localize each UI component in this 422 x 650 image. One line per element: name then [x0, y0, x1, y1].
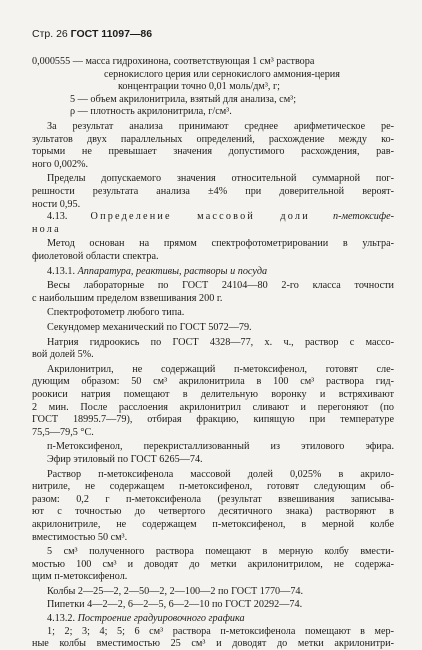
- paragraph-line: зультатов двух параллельных определений, расхождение между ко-: [32, 133, 394, 145]
- paragraph-line: фиолетовой области спектра.: [32, 251, 159, 262]
- paragraph-line: Пределы допускаемого значения относительной суммарной пог-: [47, 173, 394, 185]
- section-number: 4.13.1.: [47, 265, 76, 277]
- paragraph-line: Метод основан на прямом спектрофотометрировании в ультра-: [47, 238, 394, 250]
- section-number: 4.13.: [47, 211, 68, 223]
- paragraph-line: За результат анализа принимают среднее арифметическое ре-: [47, 121, 394, 132]
- paragraph-line: нитриле, не содержащем п-метоксифенол, готовят следующим об-: [32, 481, 394, 493]
- page-number: Стр. 26: [32, 28, 68, 40]
- paragraph-line: торыми не превышает значения допустимого расхождения, рав-: [32, 146, 394, 158]
- paragraph-line: решности результата анализа ±4% при доверительной вероят-: [32, 186, 394, 197]
- legend-item: [32, 56, 394, 68]
- page-header: [32, 27, 394, 41]
- section-heading-4-13-1: [47, 266, 394, 278]
- standard-number: ГОСТ 11097—86: [70, 28, 153, 40]
- section-title: Построение градуировочного графика: [77, 613, 245, 625]
- paragraph-line: Колбы 2—25—2, 2—50—2, 2—100—2 по ГОСТ 1770—74.: [47, 586, 304, 597]
- paragraph-line: вой долей 5%.: [32, 349, 94, 361]
- legend-key: 5: [70, 93, 76, 105]
- paragraph-line: ного 0,002%.: [32, 158, 89, 170]
- legend-dash: —: [72, 56, 83, 67]
- paragraph-line: 5 см³ полученного раствора помещают в мерную колбу вмести-: [47, 546, 394, 558]
- legend-text: плотность акрилонитрила, г/см³.: [90, 106, 232, 118]
- legend-dash: —: [77, 106, 88, 118]
- legend-item: [70, 94, 422, 106]
- legend-item: [70, 106, 422, 118]
- paragraph-line: Эфир этиловый по ГОСТ 6265—74.: [47, 454, 203, 465]
- section-number: 4.13.2.: [47, 613, 78, 625]
- paragraph-line: с наибольшим пределом взвешивания 200 г.: [32, 292, 223, 304]
- legend-key: 0,000555: [32, 56, 71, 67]
- paragraph-line: дующим образом: 50 см³ акрилонитрила в 100 см³ раствора гид-: [32, 376, 394, 388]
- paragraph-line: ные колбы вместимостью 25 см³ и доводят до метки акрилонитри-: [32, 638, 394, 650]
- paragraph-line: Акрилонитрил, не содержащий п-метоксифенол, готовят сле-: [47, 363, 394, 375]
- section-title: Аппаратура, реактивы, растворы и посуда: [77, 265, 268, 277]
- paragraph-line: Натрия гидроокись по ГОСТ 4328—77, х. ч., раствор с массо-: [47, 336, 394, 348]
- legend-continuation: сернокислого церия или сернокислого аммония-церия: [104, 68, 340, 80]
- paragraph-line: мостью 100 см³ и доводят до метки акрилонитрилом, не содержа-: [32, 558, 394, 570]
- paragraph-line: 75,5—79,5 °С.: [32, 426, 94, 438]
- section-heading-continuation: нола: [32, 223, 61, 235]
- paragraph-line: 1; 2; 3; 4; 5; 6 см³ раствора п-метоксифенола помещают в мер-: [47, 625, 394, 637]
- paragraph-line: Спектрофотометр любого типа.: [47, 307, 185, 319]
- paragraph-line: вместимостью 50 см³.: [32, 531, 128, 543]
- paragraph-line: ности 0,95.: [32, 198, 81, 210]
- paragraph-line: акрилонитриле, не содержащем п-метоксифенол, в мерной колбе: [32, 519, 394, 530]
- legend-continuation: концентрации точно 0,01 моль/дм³, г;: [118, 81, 280, 93]
- legend-text: объем акрилонитрила, взятый для анализа, см³;: [90, 93, 297, 105]
- legend-text: масса гидрохинона, соответствующая 1 см³ раствора: [85, 56, 315, 67]
- paragraph-line: п-Метоксифенол, перекристаллизованный из этилового эфира.: [47, 441, 394, 453]
- paragraph-line: разом: 0,2 г п-метоксифенола (результат взвешивания записыва-: [32, 493, 394, 505]
- section-heading-4-13: [47, 211, 394, 223]
- section-heading-4-13-2: [47, 613, 394, 625]
- legend-dash: —: [77, 93, 88, 105]
- paragraph-line: Весы лабораторные по ГОСТ 24104—80 2-го класса точности: [47, 280, 394, 292]
- legend-key: ρ: [70, 106, 76, 118]
- section-title-italic: п-метоксифе-: [333, 211, 394, 223]
- paragraph-line: Секундомер механический по ГОСТ 5072—79.: [47, 322, 252, 333]
- section-title: Определение массовой доли: [90, 211, 310, 223]
- paragraph-line: Раствор п-метоксифенола массовой долей 0,025% в акрило-: [47, 468, 394, 480]
- paragraph-line: щим п-метоксифенол.: [32, 571, 128, 583]
- paragraph-line: ют с точностью до четвертого десятичного знака) растворяют в: [32, 506, 394, 518]
- paragraph-line: роокиси натрия помещают в делительную воронку и встряхивают: [32, 389, 394, 400]
- paragraph-line: ГОСТ 18995.7—79), отбирая фракцию, кипящую при температуре: [32, 414, 394, 426]
- paragraph-line: Пипетки 4—2—2, 6—2—5, 6—2—10 по ГОСТ 20292—74.: [47, 598, 303, 610]
- paragraph-line: 2 мин. После расслоения акрилонитрил сливают и перегоняют (по: [32, 401, 394, 413]
